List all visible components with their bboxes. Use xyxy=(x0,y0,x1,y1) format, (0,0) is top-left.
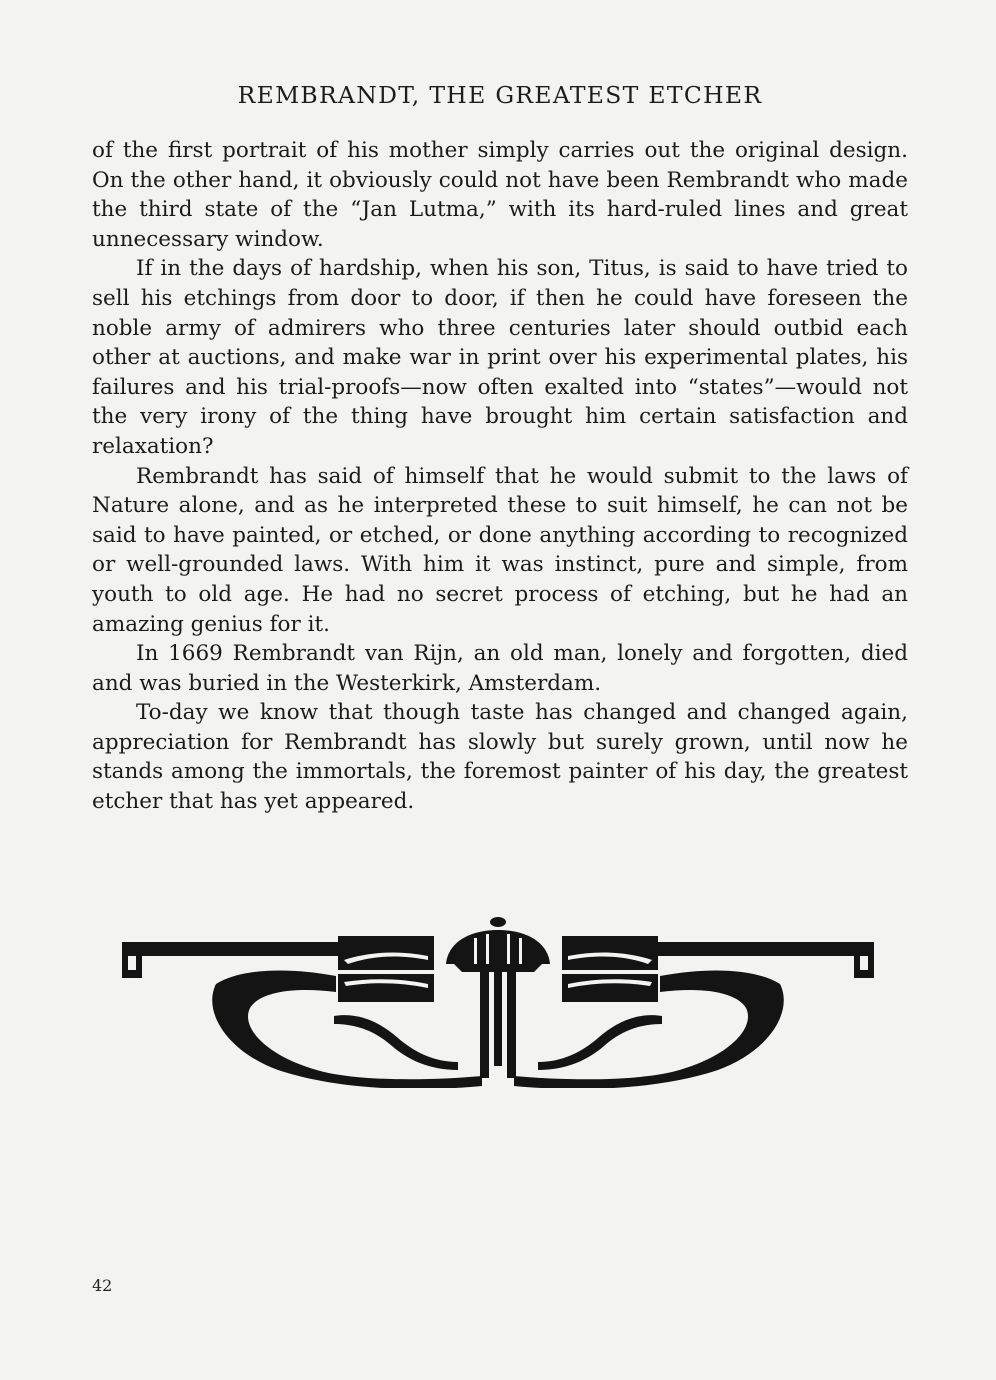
paragraph-5: To-day we know that though taste has changed and changed again, appreciation for Rembrandt has slowly but surely grown, until now he stands among the immortals, the foremost painter of his day, the greatest etcher that has yet appeared. xyxy=(92,700,908,815)
body-text xyxy=(92,136,908,817)
paragraph-1: of the first portrait of his mother simply carries out the original design. On the other hand, it obviously could not have been Rembrandt who made the third state of the “Jan Lutma,” with its hard-ruled lines and great unnecessary window. xyxy=(92,138,908,252)
art-nouveau-tailpiece-icon xyxy=(108,912,888,1088)
paragraph-3: Rembrandt has said of himself that he would submit to the laws of Nature alone, and as he interpreted these to suit himself, he can not be said to have painted, or etched, or done anything according to recognized or well-grounded laws. With him it was instinct, pure and simple, from youth to old age. He had no secret process of etching, but he had an amazing genius for it. xyxy=(92,463,908,637)
paragraph-4: In 1669 Rembrandt van Rijn, an old man, lonely and forgotten, died and was buried in the Westerkirk, Amsterdam. xyxy=(92,641,908,696)
paragraph-2: If in the days of hardship, when his son, Titus, is said to have tried to sell his etchings from door to door, if then he could have foreseen the noble army of admirers who three centuries later should outbid each other at auctions, and make war in print over his experimental plates, his failures and his trial-proofs—now often exalted into “states”—would not the very irony of the thing have brought him certain satisfaction and relaxation? xyxy=(92,256,908,459)
page-number: 42 xyxy=(92,1276,113,1295)
running-head: REMBRANDT, THE GREATEST ETCHER xyxy=(237,81,763,109)
